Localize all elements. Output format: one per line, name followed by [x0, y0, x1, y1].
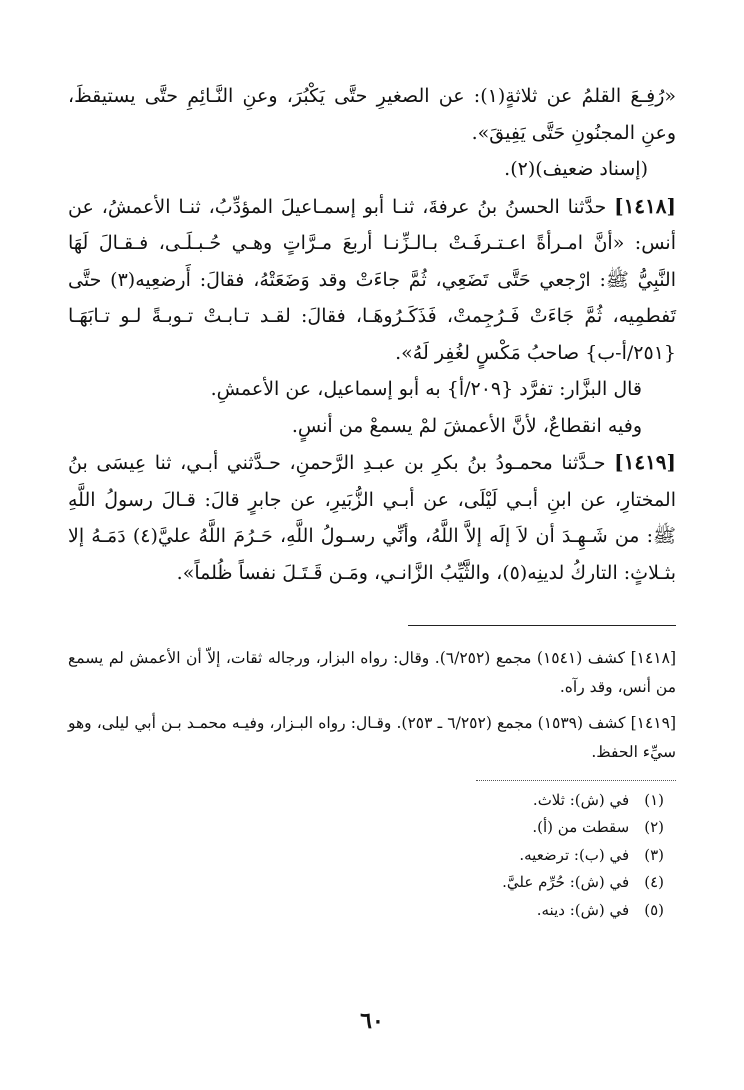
footnote-number: (٤): [644, 873, 664, 892]
footnote-text: في (ب): ترضعيه.: [519, 845, 630, 864]
dotted-separator: [476, 780, 676, 781]
source-reference: [١٤١٨] كشف (١٥٤١) مجمع (٦/٢٥٢). وقال: رواه البزار، ورجاله ثقات، إلاّ أن الأعمش لم يسمع من أنس، وقد رآه.: [68, 649, 676, 696]
page-number: ٦٠: [360, 1008, 384, 1034]
footnote-number: (٣): [644, 845, 664, 864]
footnote-number: (١): [644, 791, 664, 809]
grading-note: (إسناد ضعيف)(٢).: [504, 158, 648, 180]
hadith-body: حدَّثنا الحسنُ بنُ عرفةَ، ثنـا أبو إسمـاعيلَ المؤدِّبُ، ثنـا الأعمشُ، عن أنس: «أنَّ امـرأةً اعـتـرفَـتْ بـالـزِّنـا أربعَ مـرَّاتٍ وهـي حُـبـلَـى، فـقـالَ لَهَا النَّبِيُّ ﷺ: ارْجعي حَتَّى تَضَعِي، ثُمَّ جاءَتْ وقد وَضَعَتْهُ، فقالَ: أَرضعِيه(٣) حتَّى تَفطمِيه، ثُمَّ جَاءَتْ فَـرُجِمتْ، فَذَكَـرُوهَـا، فقالَ: لقـد تـابـتْ تـوبـةً لـو تـابَهَـا {٢٥١/أ-ب} صاحبُ مَكْسٍ لغُفِر لَهُ».: [68, 195, 676, 364]
main-text: [68, 78, 676, 591]
footnote: [68, 869, 676, 896]
footnote-number: (٥): [644, 900, 664, 919]
footnote-number: (٢): [644, 818, 664, 837]
hadith-number: [١٤١٨]: [614, 193, 676, 218]
source-references: [68, 644, 676, 766]
footnotes: [68, 787, 676, 924]
commentary-line: وفيه انقطاعٌ، لأنَّ الأعمشَ لمْ يسمعْ من أنسٍ.: [291, 414, 642, 437]
hadith-1418: [68, 188, 676, 372]
footnote-text: سقطت من (أ).: [532, 818, 630, 837]
footnote: [68, 897, 676, 924]
hadith-body: حـدَّثنا محمـودُ بنُ بكرِ بن عبـدِ الرَّحمنِ، حـدَّثني أبـي، ثنا عِيسَى بنُ المختارِ، عن ابنِ أبـي لَيْلَى، عن أبـي الزُّبَيرِ، عن جابرٍ قالَ: قـالَ رسولُ اللَّهِ ﷺ: من شَـهِـدَ أن لاَ إلَه إلاَّ اللَّهُ، وأنِّي رسـولُ اللَّهِ، حَـرُمَ اللَّهُ عليَّ(٤) دَمَـهُ إلا بثـلاثٍ: التاركُ لدينِه(٥)، والثَّيِّبُ الزَّانـي، ومَـن قَـتَـلَ نفساً ظُلماً».: [68, 452, 677, 584]
footnote: [68, 814, 676, 841]
footnote-text: في (ش): دينه.: [536, 900, 630, 919]
hadith-text-continued: «رُفِـعَ القلمُ عن ثلاثةٍ(١): عن الصغيرِ حتَّى يَكْبُرَ، وعنِ النَّـائِمِ حتَّى يستيقظَ، وعنِ المجنُونِ حَتَّى يَفِيقَ».: [68, 85, 676, 144]
source-reference: [١٤١٩] كشف (١٥٣٩) مجمع (٦/٢٥٢ ـ ٢٥٣). وقـال: رواه البـزار، وفيـه محمـد بـن أبي ليلى، وهو سيِّء الحفظ.: [68, 714, 677, 761]
commentary-line: قال البزَّار: تفرَّد {٢٠٩/أ} به أبو إسماعيل، عن الأعمشِ.: [210, 378, 642, 400]
footnote: [68, 842, 676, 869]
footnote: [68, 787, 676, 814]
footnote-text: في (ش): حُرِّم عليَّ.: [502, 873, 630, 892]
hadith-number: [١٤١٩]: [614, 450, 677, 474]
footnote-text: في (ش): ثلاث.: [532, 791, 630, 809]
footnote-separator: [408, 625, 676, 626]
hadith-1419: [68, 444, 676, 591]
